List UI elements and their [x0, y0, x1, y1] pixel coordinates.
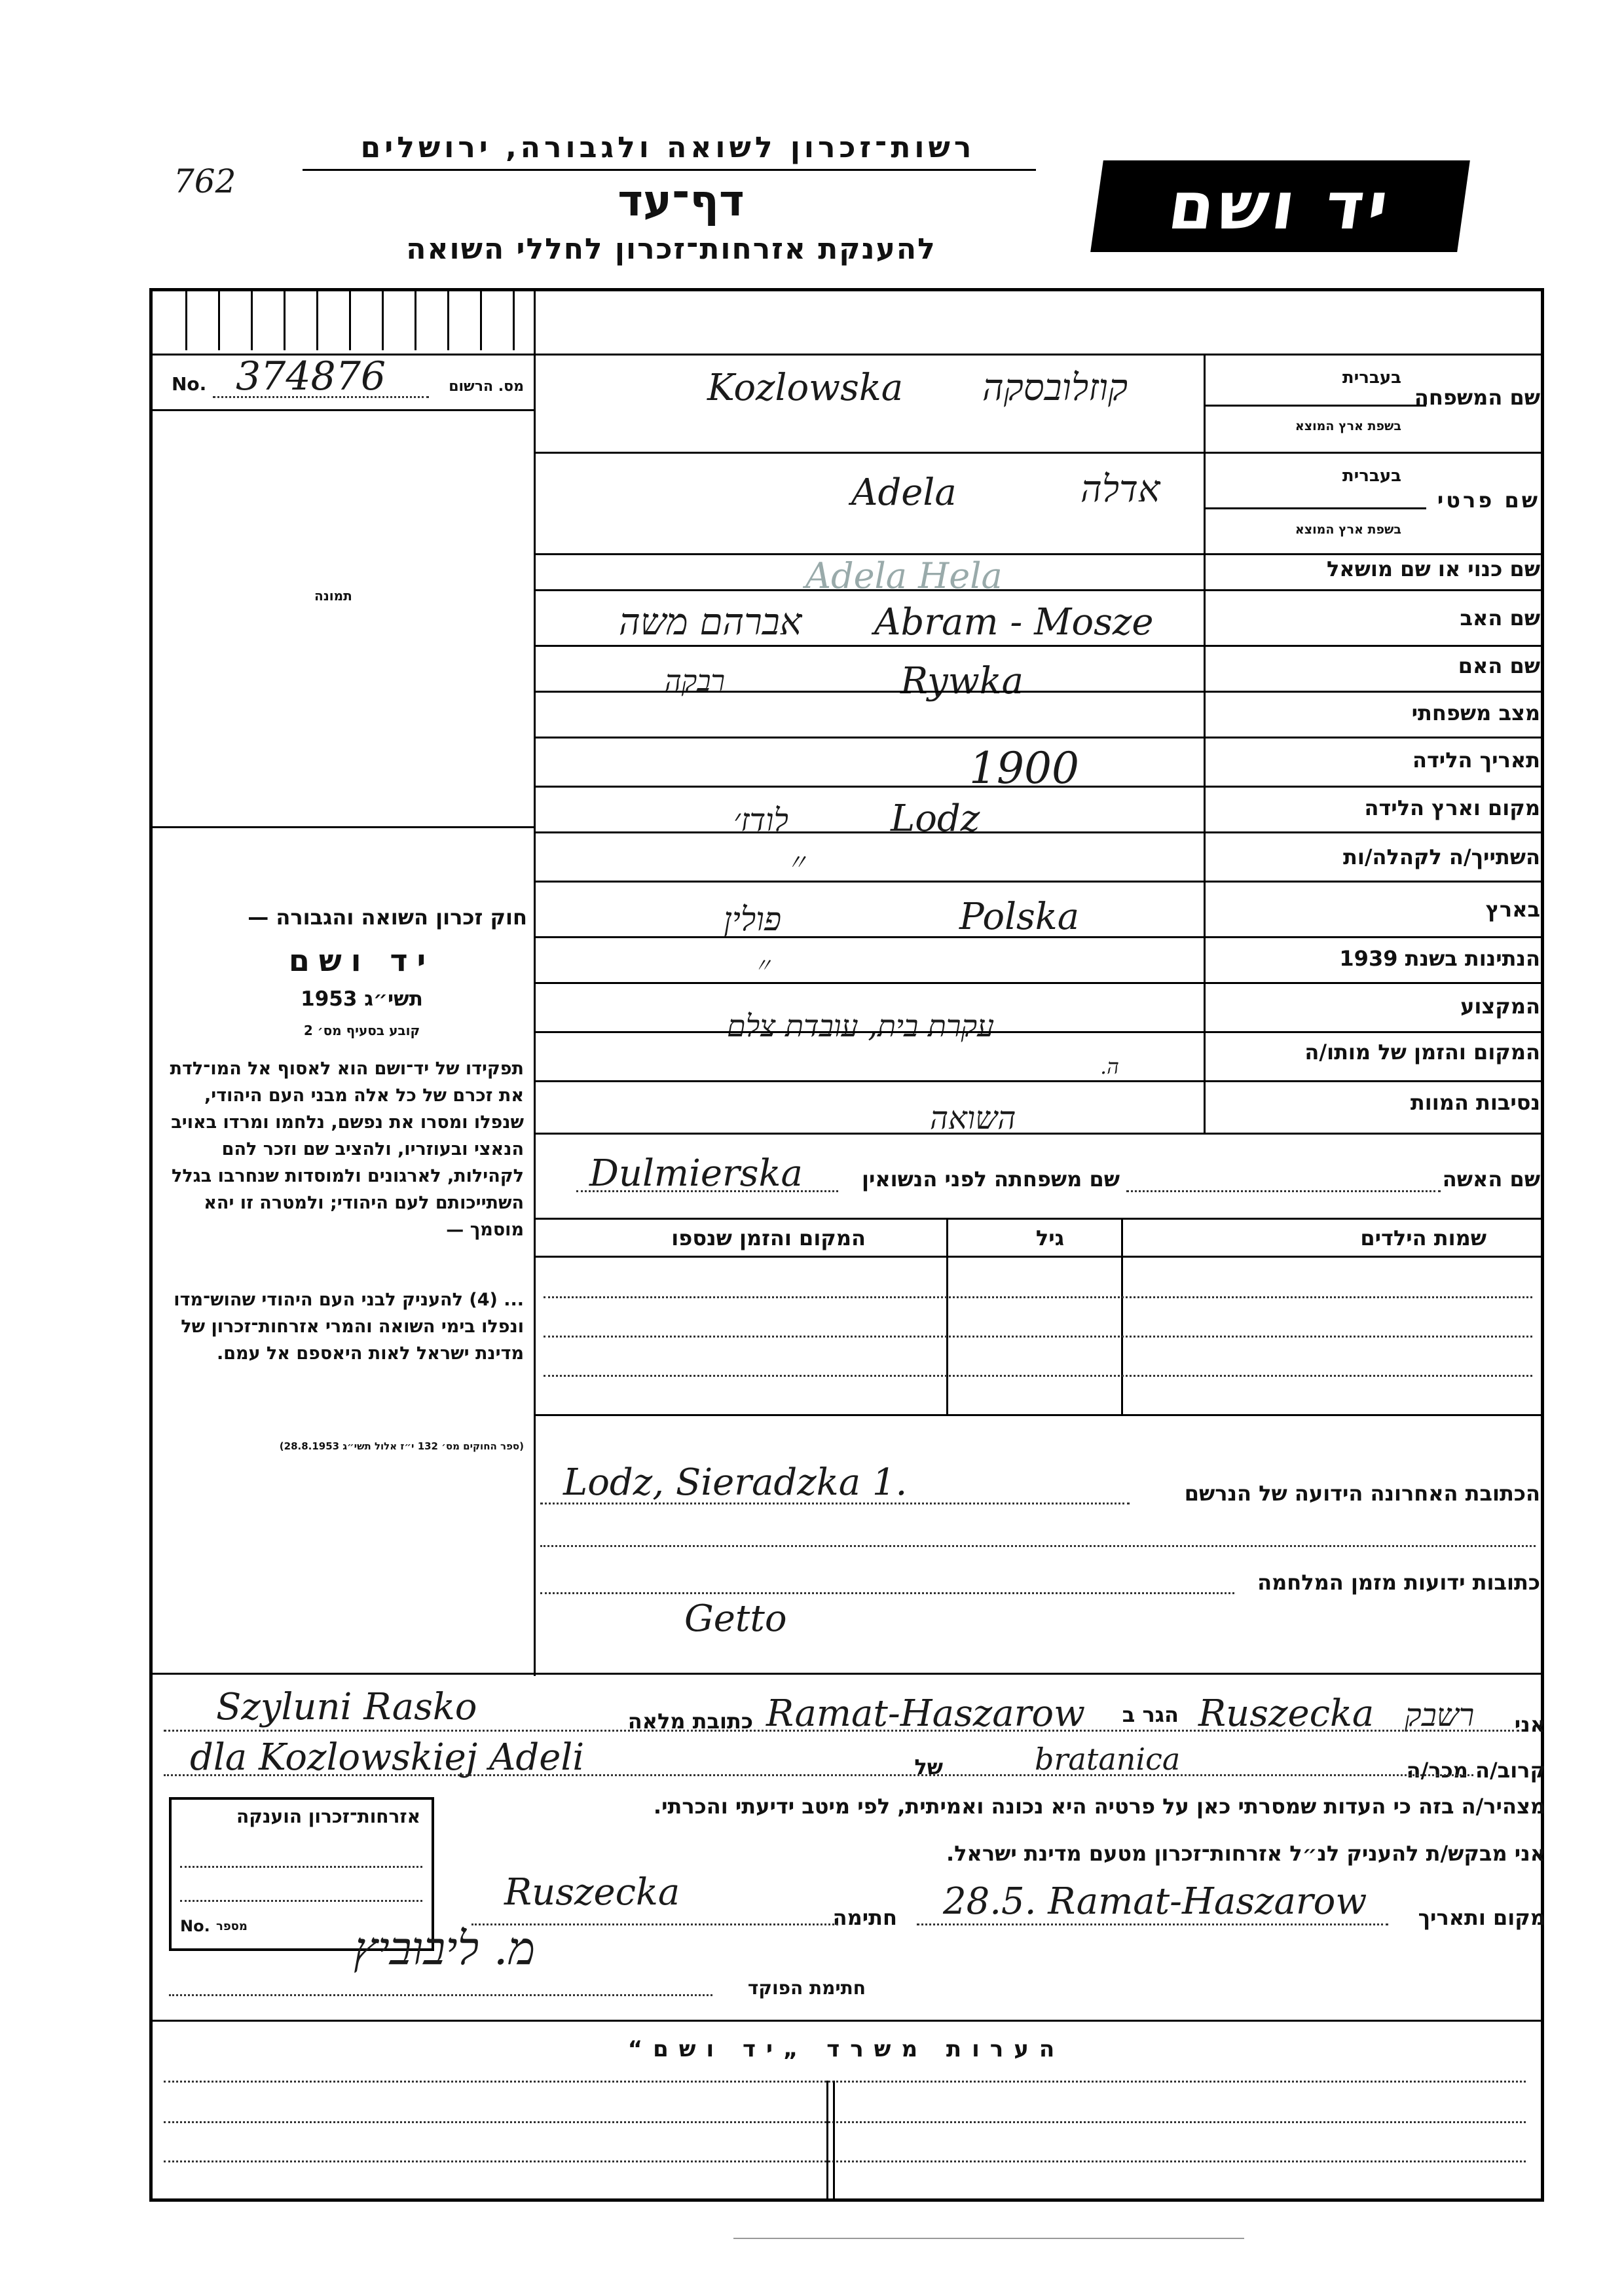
request-text: אני מבקש/ת להעניק לנ״ל אזרחות־זכרון מטעם מדינת ישראל. — [946, 1841, 1545, 1866]
first-name-hebrew-label: בעברית — [1342, 466, 1401, 486]
spouse-label: שם האשה — [1442, 1167, 1540, 1192]
law-paragraph-1: תפקידו של יד־ושם הוא לאסוף אל המו־לדת את זכרם של כל אלה מבני העם היהודי, שנפלו ומסרו את נפשם, נלחמו ומרדו באויב הנאצי ובעוזריו, ולהציב שם וזכר להם לקהילות, לארגונים ולמוסדות שנחרבו בגלל השתייכותם לעם היהודי; ולמטרה זו יהא מוסמך — — [170, 1059, 524, 1240]
relative-label: קרוב/ה מכר/ה — [1406, 1758, 1545, 1783]
official-signature-label: חתימת הפוקד — [747, 1977, 866, 1999]
signature-label: חתימה — [832, 1905, 897, 1930]
official-signature: מ. ליבוביץ — [354, 1922, 536, 1975]
registration-no-label: No. — [172, 373, 207, 395]
birth-place-label: מקום וארץ הלידה — [1364, 795, 1540, 820]
declaration-text: מצהיר/ה בזה כי העדות שמסרתי כאן על פרטיה היא נכונה ואמיתית, לפי מיטב ידיעתי והכרתי. — [653, 1794, 1545, 1819]
wartime-address-label: כתובות ידועות מזמן המלחמה — [1257, 1570, 1540, 1595]
last-address-label: הכתובת האחרונה הידועה של הנרשם — [1184, 1481, 1540, 1506]
nickname-label: שם כנוי או שם מושאל — [1326, 556, 1540, 581]
signature-value: Ruszecka — [504, 1871, 680, 1914]
wartime-address-value: Getto — [684, 1597, 787, 1640]
birth-date-value: 1900 — [969, 743, 1079, 793]
label-column-divider — [1204, 354, 1206, 1133]
birth-place-value: Lodz — [891, 797, 980, 840]
yad-vashem-logo: יד ושם — [1090, 160, 1470, 252]
page-number: 762 — [174, 162, 236, 200]
country-label: בארץ — [1485, 897, 1540, 922]
children-names-header: שמות הילדים — [1360, 1226, 1486, 1250]
death-circumstances-value: השואה — [930, 1100, 1016, 1137]
office-remarks-title: הערות משרד „יד ושם“ — [627, 2036, 1065, 2062]
death-place-label: המקום והזמן של מותו/ה — [1304, 1040, 1540, 1065]
profession-label: המקצוע — [1460, 994, 1540, 1019]
law-title: חוק זכרון השואה והגבורה — — [248, 905, 527, 930]
children-age-header: גיל — [1035, 1226, 1064, 1250]
mother-label: שם האם — [1458, 653, 1540, 678]
place-date-value: 28.5. Ramat-Haszarow — [943, 1880, 1367, 1923]
full-address-label: כתובת מלאה — [627, 1709, 753, 1734]
father-hebrew-value: אברהם משה — [619, 601, 802, 644]
photo-label: תמונה — [314, 588, 352, 604]
family-name-hebrew-value: קוזלובסקה — [982, 367, 1128, 409]
mother-hebrew-value: רבקה — [665, 665, 726, 698]
father-label: שם האב — [1460, 606, 1540, 630]
header-underline — [303, 169, 1036, 171]
authority-header: רשות־זכרון לשואה ולגבורה, ירושלים — [360, 131, 976, 164]
family-name-origin-label: בשפת ארץ המוצא — [1295, 419, 1401, 433]
form-subtitle: להענקת אזרחות־זכרון לחללי השואה — [406, 232, 936, 266]
profession-value: עקרת בית, עובדת צלם — [727, 1008, 995, 1044]
declarant-name: Ruszecka — [1198, 1692, 1375, 1735]
of-label: של — [914, 1755, 943, 1779]
registration-label: מס. הרשום — [449, 378, 524, 395]
nickname-value: Adela Hela — [805, 555, 1003, 596]
law-year: תשי״ג 1953 — [301, 987, 423, 1011]
citizenship-granted-title: אזרחות־זכרון הוענקה — [236, 1806, 420, 1827]
declarant-i-label: אני — [1514, 1712, 1545, 1737]
death-circumstances-label: נסיבות המוות — [1410, 1090, 1540, 1115]
residing-label: הגר ב — [1122, 1702, 1179, 1727]
first-name-origin-label: בשפת ארץ המוצא — [1295, 522, 1401, 537]
place-date-label: מקום ותאריך — [1418, 1905, 1545, 1930]
country-value: Polska — [959, 896, 1080, 938]
residing-value: Ramat-Haszarow — [766, 1692, 1086, 1735]
first-name-label: שם פרטי — [1437, 488, 1540, 513]
of-value: dla Kozlowskiej Adeli — [190, 1736, 585, 1779]
family-name-label: שם המשפחה — [1414, 385, 1540, 410]
declarant-hebrew-name: רשבק — [1405, 1697, 1475, 1734]
father-origin-value: Abram - Mosze — [874, 601, 1154, 644]
birth-date-label: תאריך הלידה — [1412, 748, 1540, 773]
citizenship-value: 〃 — [753, 955, 773, 977]
office-code-boxes — [153, 291, 540, 350]
registration-number: 374876 — [236, 354, 386, 399]
spouse-maiden-value: Dulmierska — [589, 1152, 803, 1195]
law-citation: (ספר החוקים מס׳ 132 י״ז אלול תשי״ג 28.8.1953) — [279, 1440, 524, 1452]
law-paragraph-2: ... (4) להעניק לבני העם היהודי שהוש־מדו ונפלו בימי השואה והמרי אזרחות־זכרון של מדינת ישראל לאות היאספם אל עמם. — [174, 1290, 524, 1364]
citizenship-no-label: No. — [180, 1917, 210, 1935]
birth-place-hebrew-value: לודז׳ — [733, 802, 788, 839]
law-name: יד ושם — [288, 943, 435, 978]
form-title: דף־עד — [618, 175, 745, 226]
children-place-header: המקום והזמן שנספו — [671, 1226, 866, 1250]
mother-origin-value: Rywka — [900, 660, 1024, 702]
marital-status-label: מצב משפחתי — [1411, 701, 1540, 725]
spouse-maiden-label: שם משפחתה לפני הנשואין — [861, 1167, 1120, 1192]
citizenship-label: הנתינות בשנת 1939 — [1339, 946, 1540, 971]
first-name-origin-value: Adela — [851, 471, 957, 514]
full-address-value: Szyluni Rasko — [216, 1686, 477, 1728]
community-label: השתייך/ה לקהלה/ות — [1342, 845, 1540, 869]
citizenship-number-label: מספר — [216, 1920, 248, 1933]
law-clause: קובע בסעיף מס׳ 2 — [303, 1023, 420, 1038]
country-hebrew-value: פולין — [724, 900, 782, 938]
last-address-value: Lodz, Sieradzka 1. — [563, 1461, 908, 1504]
first-name-hebrew-value: אדלה — [1080, 468, 1160, 511]
family-name-origin-value: Kozlowska — [707, 367, 904, 409]
community-value: 〃 — [786, 850, 808, 876]
remarks-divider — [826, 2081, 828, 2198]
relative-value: bratanica — [1035, 1741, 1181, 1777]
death-place-value: ה. — [1100, 1054, 1119, 1079]
family-name-hebrew-label: בעברית — [1342, 368, 1401, 388]
